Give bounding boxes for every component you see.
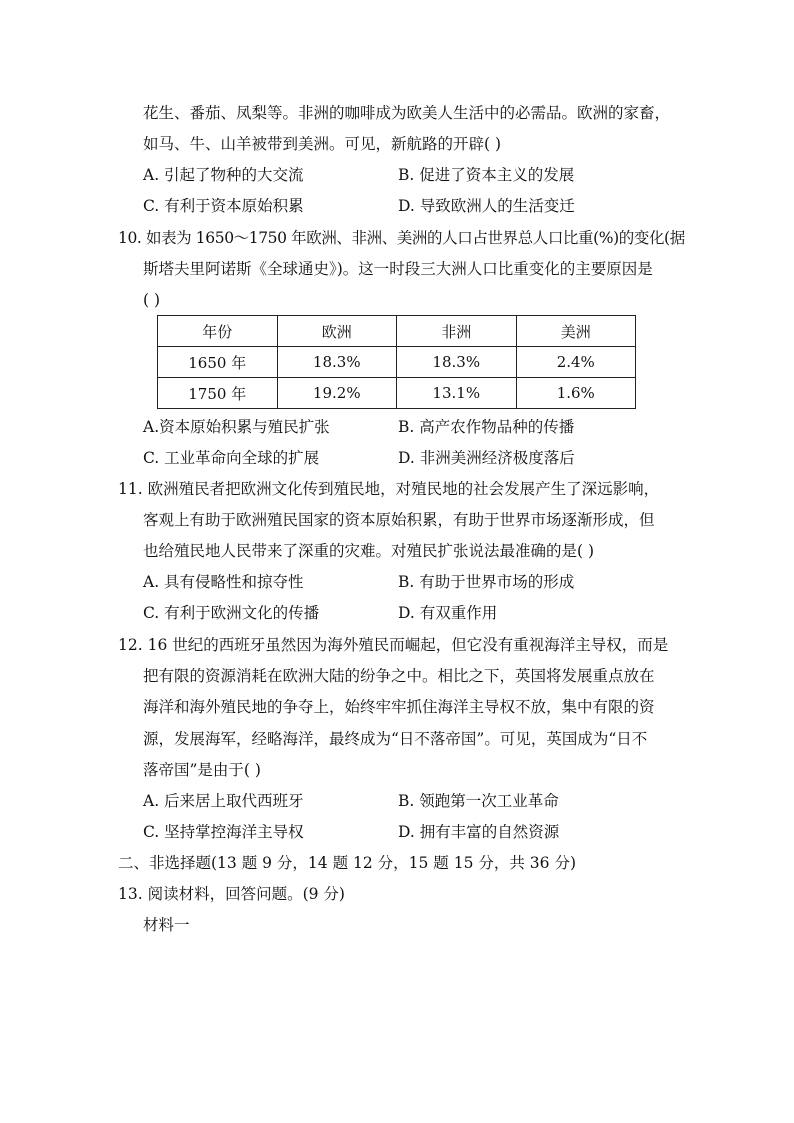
table-header-cell: 欧洲 [277, 316, 397, 347]
q12-text-line5: 落帝国”是由于( ) [143, 761, 261, 779]
q11-option-a: A. 具有侵略性和掠夺性 [143, 573, 304, 591]
table-cell: 18.3% [277, 347, 397, 378]
table-cell: 1.6% [516, 378, 636, 409]
table-cell: 18.3% [397, 347, 517, 378]
q9-option-d: D. 导致欧洲人的生活变迁 [398, 197, 575, 215]
q11-text-line2: 客观上有助于欧洲殖民国家的资本原始积累，有助于世界市场逐渐形成，但 [143, 511, 655, 529]
table-cell: 13.1% [397, 378, 517, 409]
q12-text-line4: 源，发展海军，经略海洋，最终成为“日不落帝国”。可见，英国成为“日不 [143, 730, 648, 748]
q9-option-b: B. 促进了资本主义的发展 [398, 166, 575, 184]
q11-option-b: B. 有助于世界市场的形成 [398, 573, 575, 591]
table-cell: 19.2% [277, 378, 397, 409]
q10-option-c: C. 工业革命向全球的扩展 [143, 449, 320, 467]
q11-option-c: C. 有利于欧洲文化的传播 [143, 604, 320, 622]
population-table [157, 315, 636, 409]
q12-option-a: A. 后来居上取代西班牙 [143, 792, 304, 810]
material-label: 材料一 [143, 916, 190, 934]
q11-option-d: D. 有双重作用 [398, 604, 498, 622]
q9-text-line1: 花生、番茄、凤梨等。非洲的咖啡成为欧美人生活中的必需品。欧洲的家畜， [143, 104, 671, 122]
q9-option-c: C. 有利于资本原始积累 [143, 197, 304, 215]
table-row [158, 378, 636, 409]
table-cell: 1750 年 [158, 378, 278, 409]
q10-option-a: A.资本原始积累与殖民扩张 [143, 418, 330, 436]
table-row [158, 347, 636, 378]
table-header-cell: 美洲 [516, 316, 636, 347]
table-cell: 2.4% [516, 347, 636, 378]
q13-text: 13. 阅读材料，回答问题。(9 分) [118, 885, 345, 903]
q12-text-line1: 12. 16 世纪的西班牙虽然因为海外殖民而崛起，但它没有重视海洋主导权，而是 [118, 636, 669, 654]
q12-option-c: C. 坚持掌控海洋主导权 [143, 823, 304, 841]
table-header-cell: 非洲 [397, 316, 517, 347]
q12-option-d: D. 拥有丰富的自然资源 [398, 823, 560, 841]
q10-text-line1: 10. 如表为 1650～1750 年欧洲、非洲、美洲的人口占世界总人口比重(%)的变化(据 [118, 229, 685, 247]
q12-text-line3: 海洋和海外殖民地的争夺上，始终牢牢抓住海洋主导权不放，集中有限的资 [143, 698, 655, 716]
q12-option-b: B. 领跑第一次工业革命 [398, 792, 559, 810]
section-heading: 二、非选择题(13 题 9 分，14 题 12 分，15 题 15 分，共 36 分) [118, 854, 576, 872]
q10-option-d: D. 非洲美洲经济极度落后 [398, 449, 575, 467]
q9-text-line2: 如马、牛、山羊被带到美洲。可见，新航路的开辟( ) [143, 135, 502, 153]
table-header-row [158, 316, 636, 347]
q10-text-line3: ( ) [143, 291, 161, 309]
table-header-cell: 年份 [158, 316, 278, 347]
q10-text-line2: 斯塔夫里阿诺斯《全球通史》)。这一时段三大洲人口比重变化的主要原因是 [143, 260, 653, 278]
table-cell: 1650 年 [158, 347, 278, 378]
q11-text-line1: 11. 欧洲殖民者把欧洲文化传到殖民地，对殖民地的社会发展产生了深远影响， [118, 480, 660, 498]
q12-text-line2: 把有限的资源消耗在欧洲大陆的纷争之中。相比之下，英国将发展重点放在 [143, 667, 655, 685]
q9-option-a: A. 引起了物种的大交流 [143, 166, 304, 184]
q11-text-line3: 也给殖民地人民带来了深重的灾难。对殖民扩张说法最准确的是( ) [143, 542, 595, 560]
q10-option-b: B. 高产农作物品种的传播 [398, 418, 575, 436]
